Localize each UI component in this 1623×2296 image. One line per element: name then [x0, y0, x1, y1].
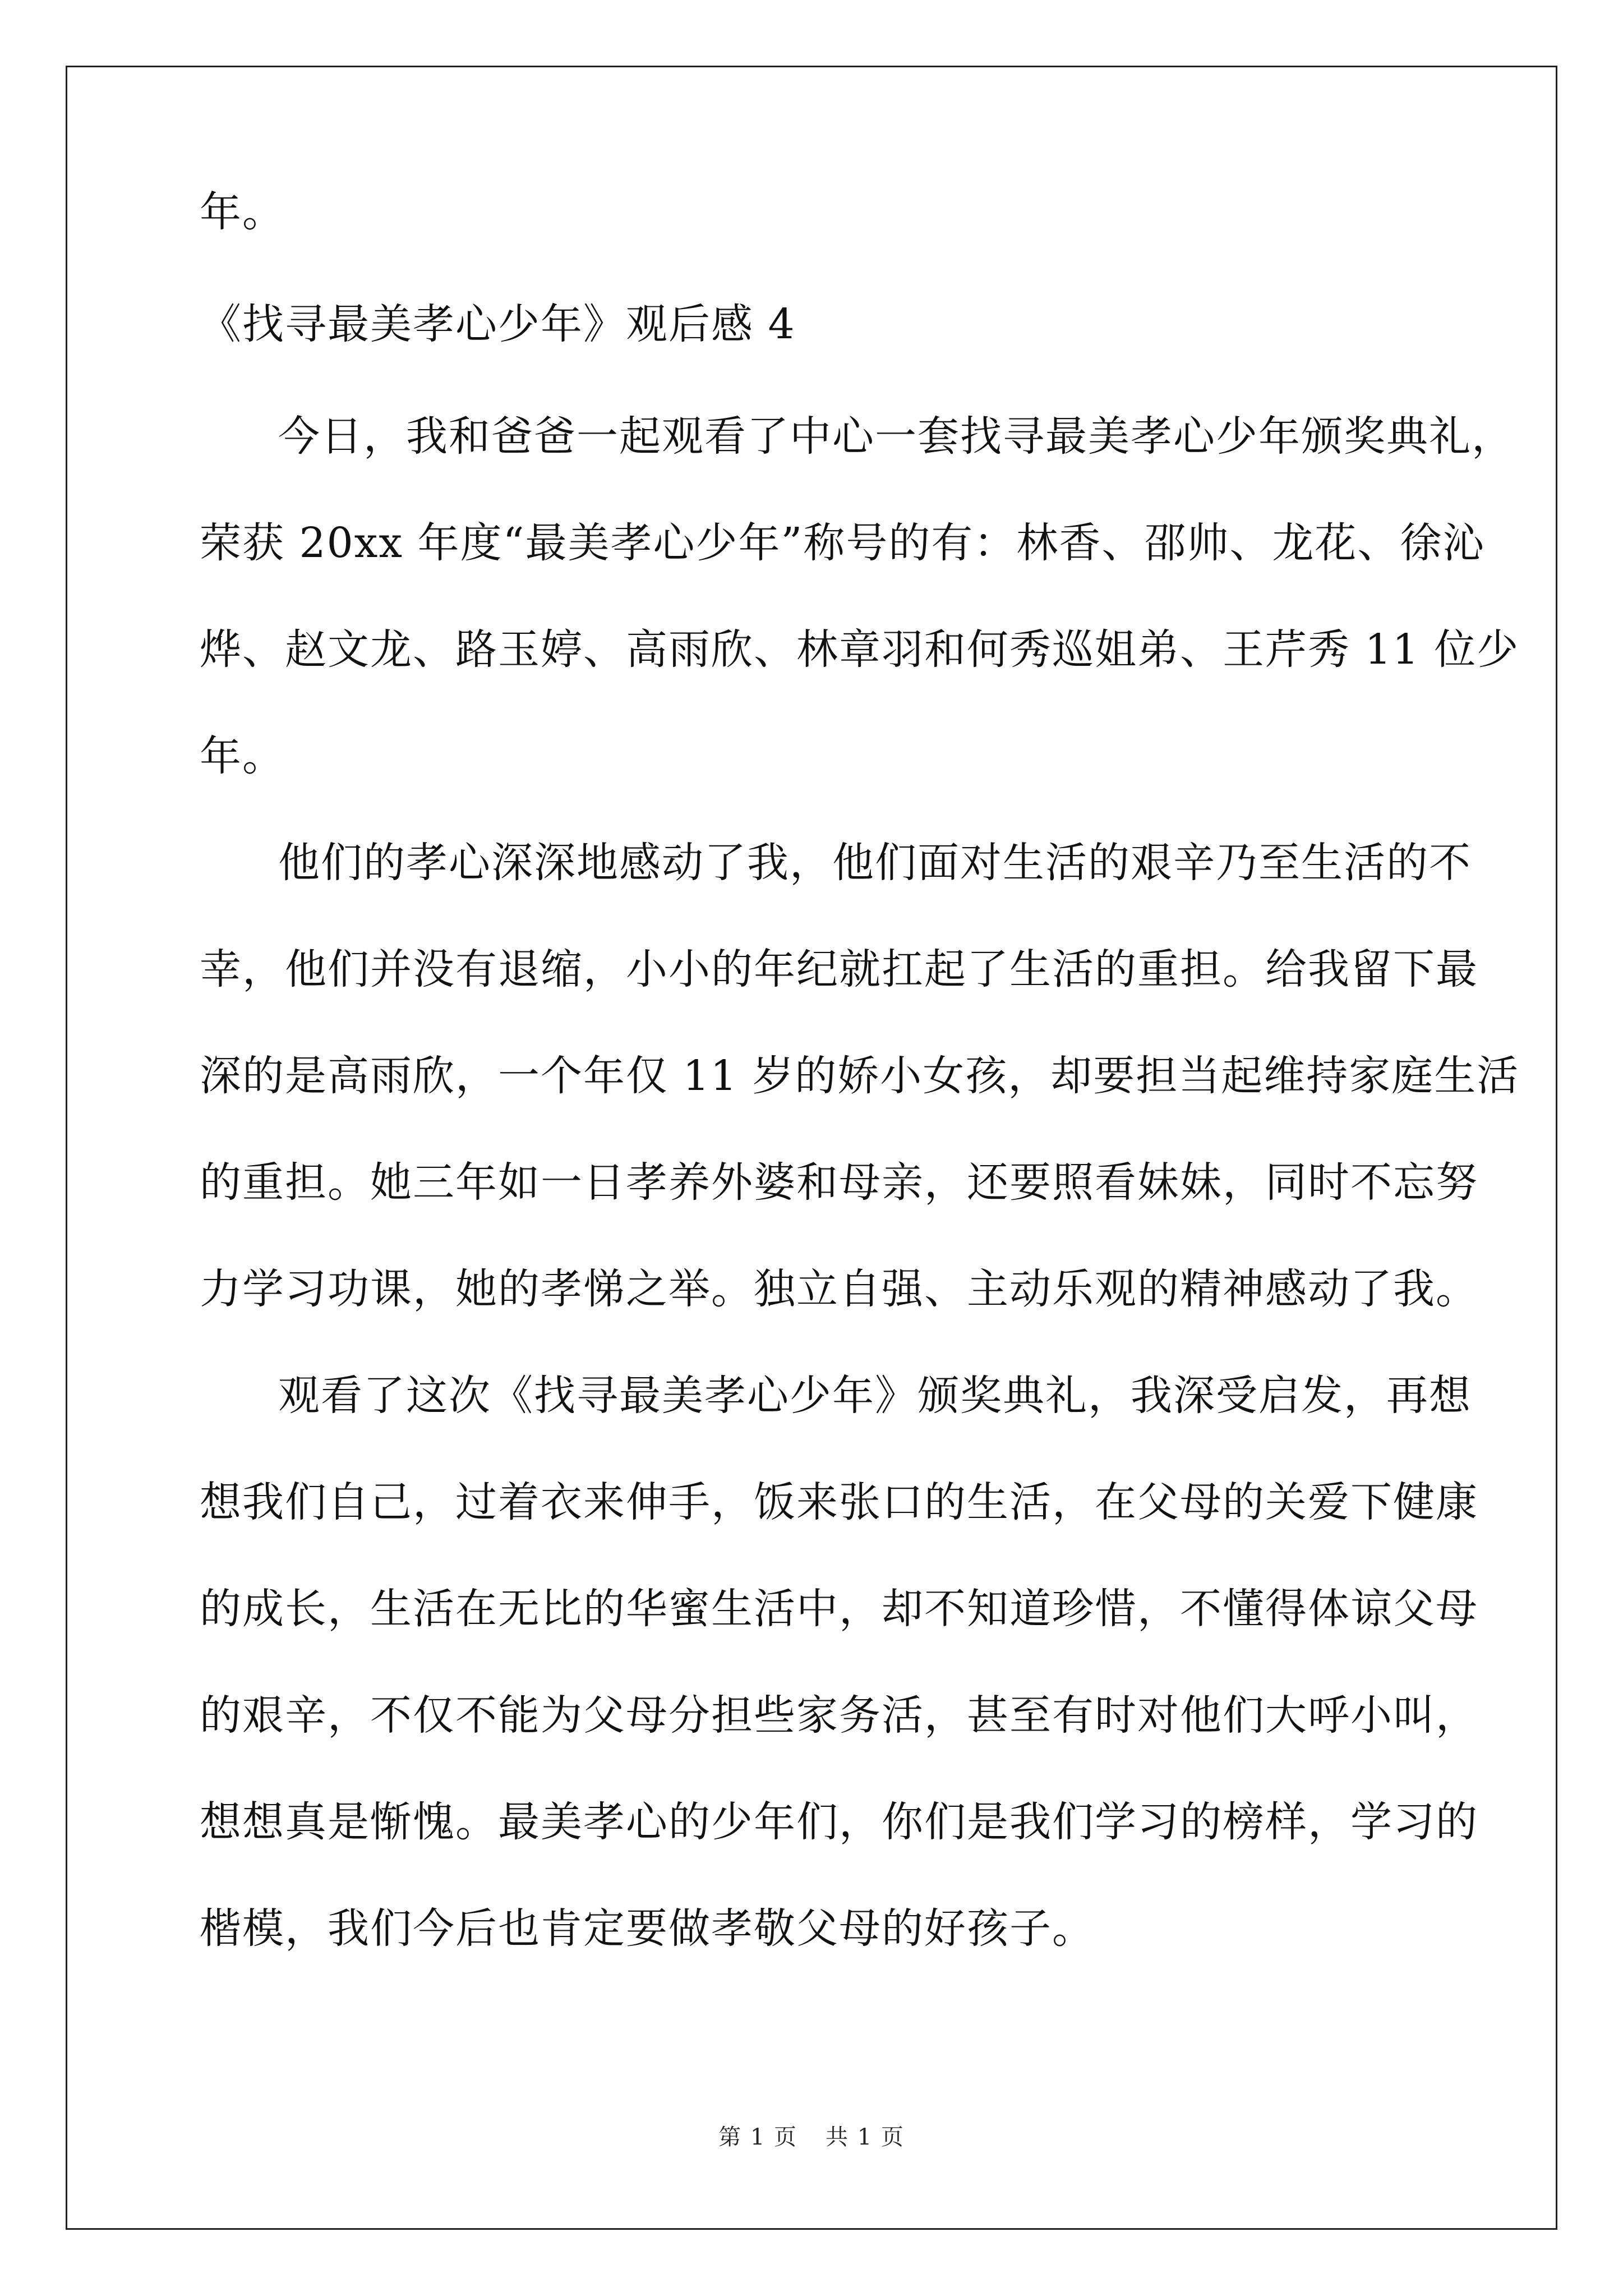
- page-footer: [0, 2120, 1623, 2154]
- text-line: 年。: [200, 188, 285, 236]
- section-title: 《找寻最美孝心少年》观后感 4: [200, 300, 796, 348]
- paragraph-line: 楷模，我们今后也肯定要做孝敬父母的好孩子。: [200, 1904, 1095, 1953]
- paragraph-line: 想我们自己，过着衣来伸手，饭来张口的生活，在父母的关爱下健康: [200, 1478, 1478, 1526]
- paragraph-line: 荣获 20xx 年度“最美孝心少年”称号的有：林香、邵帅、龙花、徐沁: [200, 519, 1486, 567]
- paragraph-line: 今日，我和爸爸一起观看了中心一套找寻最美孝心少年颁奖典礼，: [278, 412, 1514, 461]
- paragraph-line: 的重担。她三年如一日孝养外婆和母亲，还要照看妹妹，同时不忘努: [200, 1158, 1478, 1207]
- paragraph-line: 观看了这次《找寻最美孝心少年》颁奖典礼，我深受启发，再想: [278, 1372, 1472, 1420]
- paragraph-line: 想想真是惭愧。最美孝心的少年们，你们是我们学习的榜样，学习的: [200, 1798, 1478, 1846]
- page-number: 第 1 页: [718, 2124, 797, 2150]
- paragraph-line: 的艰辛，不仅不能为父母分担些家务活，甚至有时对他们大呼小叫，: [200, 1691, 1478, 1740]
- paragraph-line: 的成长，生活在无比的华蜜生活中，却不知道珍惜，不懂得体谅父母: [200, 1585, 1478, 1633]
- page-total: 共 1 页: [826, 2124, 905, 2150]
- paragraph-line: 力学习功课，她的孝悌之举。独立自强、主动乐观的精神感动了我。: [200, 1265, 1478, 1313]
- paragraph-line: 幸，他们并没有退缩，小小的年纪就扛起了生活的重担。给我留下最: [200, 945, 1478, 993]
- paragraph-line: 深的是高雨欣，一个年仅 11 岁的娇小女孩，却要担当起维持家庭生活: [200, 1052, 1520, 1100]
- paragraph-line: 年。: [200, 732, 285, 780]
- paragraph-line: 烨、赵文龙、路玉婷、高雨欣、林章羽和何秀巡姐弟、王芹秀 11 位少: [200, 625, 1520, 674]
- paragraph-line: 他们的孝心深深地感动了我，他们面对生活的艰辛乃至生活的不: [278, 839, 1472, 887]
